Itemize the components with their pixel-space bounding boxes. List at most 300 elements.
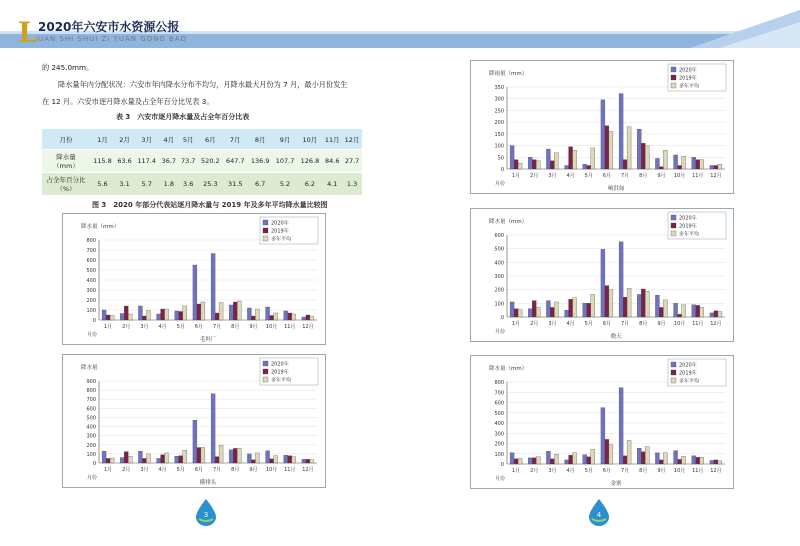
bar bbox=[583, 164, 587, 169]
bar bbox=[674, 451, 678, 464]
x-tick-label: 8月 bbox=[639, 468, 648, 474]
x-tick-label: 7月 bbox=[212, 324, 222, 330]
bar bbox=[106, 315, 110, 320]
x-tick-label: 5月 bbox=[176, 324, 185, 330]
bar bbox=[233, 302, 237, 320]
paragraph-line-1: 的 245.0mm。 bbox=[42, 63, 94, 72]
bar bbox=[655, 295, 659, 317]
bar bbox=[288, 456, 292, 463]
y-tick-label: 700 bbox=[86, 397, 96, 404]
x-tick-label: 9月 bbox=[249, 324, 258, 330]
bar bbox=[157, 314, 161, 320]
table-cell: 3.6 bbox=[179, 173, 198, 196]
bar bbox=[550, 307, 554, 317]
table-row-precip bbox=[42, 150, 362, 173]
bar bbox=[528, 458, 532, 464]
legend-swatch bbox=[671, 75, 676, 80]
bar bbox=[211, 254, 215, 321]
bar bbox=[659, 307, 663, 317]
bar bbox=[601, 408, 605, 464]
y-tick-label: 800 bbox=[86, 388, 96, 395]
x-tick-label: 1月 bbox=[103, 324, 113, 330]
bar bbox=[710, 165, 714, 169]
bar bbox=[306, 459, 310, 463]
legend-swatch bbox=[263, 361, 268, 366]
bar bbox=[306, 315, 310, 320]
station-name: 响洪甸 bbox=[607, 186, 625, 192]
bar bbox=[233, 448, 237, 463]
y-tick-label: 200 bbox=[86, 298, 96, 304]
bar bbox=[565, 310, 569, 317]
bar bbox=[605, 126, 609, 169]
bar bbox=[247, 454, 251, 463]
x-tick-label: 8月 bbox=[231, 324, 240, 330]
bar bbox=[700, 160, 704, 169]
y-tick-label: 100 bbox=[494, 143, 504, 150]
x-tick-label: 6月 bbox=[194, 467, 204, 473]
bar bbox=[175, 456, 179, 463]
x-tick-label: 10月 bbox=[673, 173, 686, 179]
bar bbox=[532, 301, 536, 317]
x-tick-label: 5月 bbox=[584, 173, 593, 179]
y-tick-label: 0 bbox=[500, 462, 504, 468]
x-tick-label: 3月 bbox=[548, 468, 557, 474]
chart-svg-xiaotian bbox=[471, 209, 733, 341]
bar bbox=[532, 458, 536, 464]
bar bbox=[270, 459, 274, 463]
y-tick-label: 600 bbox=[86, 258, 96, 264]
y-tick-label: 700 bbox=[86, 248, 96, 254]
water-drop-icon bbox=[193, 497, 219, 527]
legend-label: 2019年 bbox=[679, 75, 697, 82]
x-axis-unit: 月份 bbox=[495, 476, 506, 482]
bar bbox=[201, 302, 205, 320]
bar bbox=[165, 453, 169, 463]
y-tick-label: 500 bbox=[494, 410, 504, 417]
x-tick-label: 11月 bbox=[284, 467, 296, 473]
bar bbox=[193, 420, 197, 463]
row-label-precip-a: 降水量 bbox=[56, 153, 76, 161]
table-cell: 6.2 bbox=[297, 173, 322, 196]
y-tick-label: 500 bbox=[86, 415, 96, 422]
row-label-percent bbox=[42, 173, 90, 196]
y-tick-label: 500 bbox=[494, 246, 504, 253]
y-tick-label: 150 bbox=[494, 131, 504, 138]
bar bbox=[565, 165, 569, 169]
header-initial: L bbox=[18, 16, 38, 49]
table-cell: 5.7 bbox=[134, 173, 159, 196]
table-cell: 4.1 bbox=[322, 173, 342, 196]
x-tick-label: 10月 bbox=[673, 468, 686, 474]
row-label-percent-b: （%） bbox=[56, 185, 76, 193]
chart-svg-maotanchang bbox=[63, 214, 325, 344]
table-month: 9月 bbox=[273, 129, 298, 150]
table-month: 12月 bbox=[342, 129, 362, 150]
bar bbox=[546, 451, 550, 464]
bar bbox=[514, 160, 518, 169]
bar bbox=[696, 160, 700, 169]
bar bbox=[528, 309, 532, 317]
y-tick-label: 200 bbox=[86, 442, 96, 449]
bar bbox=[573, 298, 577, 317]
legend-swatch bbox=[263, 369, 268, 374]
bar bbox=[211, 394, 215, 463]
bar bbox=[569, 147, 573, 169]
legend-label: 多年平均 bbox=[679, 83, 700, 90]
legend-label: 多年平均 bbox=[271, 377, 292, 384]
bar bbox=[663, 300, 667, 317]
bar bbox=[663, 150, 667, 169]
bar bbox=[142, 458, 146, 463]
y-tick-label: 700 bbox=[494, 390, 504, 397]
legend-swatch bbox=[263, 228, 268, 233]
bar bbox=[237, 301, 241, 320]
header-subtitle: UAN SHI SHUI ZI YUAN GONG BAO bbox=[38, 35, 188, 43]
table-caption: 表 3 六安市逐月降水量及占全年百分比表 bbox=[116, 113, 250, 121]
bar bbox=[591, 449, 595, 464]
chart-maotanchang bbox=[62, 213, 326, 345]
legend-swatch bbox=[671, 231, 676, 236]
y-tick-label: 100 bbox=[86, 308, 96, 314]
table-month: 7月 bbox=[223, 129, 248, 150]
bar bbox=[569, 299, 573, 317]
bar bbox=[696, 305, 700, 317]
x-tick-label: 12月 bbox=[710, 321, 722, 327]
y-tick-label: 900 bbox=[86, 379, 96, 385]
bar bbox=[229, 450, 233, 463]
chart-xiaotian bbox=[470, 208, 734, 342]
y-axis-label: 降水量（mm） bbox=[489, 366, 528, 372]
bar bbox=[587, 165, 591, 169]
bar bbox=[514, 459, 518, 464]
header-title: 2020年六安市水资源公报 bbox=[38, 20, 180, 34]
table-cell: 27.7 bbox=[342, 150, 362, 173]
bar bbox=[528, 157, 532, 169]
y-tick-label: 600 bbox=[494, 400, 504, 407]
bar bbox=[102, 451, 106, 463]
bar bbox=[106, 458, 110, 463]
bar bbox=[138, 451, 142, 463]
bar bbox=[627, 127, 631, 169]
bar bbox=[674, 303, 678, 317]
bar bbox=[601, 249, 605, 317]
bar bbox=[120, 314, 124, 321]
bar bbox=[609, 132, 613, 169]
legend-swatch bbox=[671, 378, 676, 383]
bar bbox=[692, 157, 696, 169]
bar bbox=[591, 294, 595, 317]
bar bbox=[247, 308, 251, 320]
bar bbox=[197, 448, 201, 463]
x-tick-label: 5月 bbox=[584, 321, 593, 327]
y-tick-label: 100 bbox=[86, 451, 96, 458]
x-tick-label: 2月 bbox=[530, 321, 539, 327]
bar bbox=[609, 290, 613, 317]
bar bbox=[619, 242, 623, 317]
bar bbox=[550, 161, 554, 169]
figure-caption: 图 3 2020 年部分代表站逐月降水量与 2019 年及多年平均降水量比较图 bbox=[92, 201, 328, 209]
monthly-precip-table bbox=[42, 128, 362, 195]
bar bbox=[310, 317, 314, 321]
table-cell: 3.1 bbox=[115, 173, 134, 196]
legend-swatch bbox=[263, 236, 268, 241]
x-tick-label: 6月 bbox=[602, 321, 612, 327]
bar bbox=[605, 439, 609, 464]
y-tick-label: 250 bbox=[494, 108, 504, 115]
bar bbox=[700, 457, 704, 464]
bar bbox=[518, 309, 522, 317]
legend-swatch bbox=[671, 362, 676, 367]
y-tick-label: 300 bbox=[86, 288, 96, 294]
bar bbox=[310, 460, 314, 463]
bar bbox=[554, 153, 558, 169]
bar bbox=[146, 454, 150, 463]
table-cell: 115.8 bbox=[90, 150, 115, 173]
x-tick-label: 1月 bbox=[103, 467, 113, 473]
bar bbox=[215, 457, 219, 463]
x-tick-label: 11月 bbox=[692, 468, 704, 474]
bar bbox=[591, 148, 595, 169]
station-name: 横排头 bbox=[199, 480, 217, 486]
legend-label: 2020年 bbox=[679, 215, 697, 222]
page-number-left: 3 bbox=[203, 511, 209, 519]
legend-label: 2020年 bbox=[679, 362, 697, 369]
bar bbox=[550, 459, 554, 464]
y-tick-label: 300 bbox=[494, 96, 504, 103]
bar bbox=[645, 146, 649, 169]
bar bbox=[274, 456, 278, 463]
bar bbox=[251, 460, 255, 463]
bar bbox=[514, 309, 518, 317]
y-tick-label: 300 bbox=[86, 433, 96, 440]
x-tick-label: 7月 bbox=[620, 468, 630, 474]
bar bbox=[718, 164, 722, 169]
chart-svg-jinzhai bbox=[471, 356, 733, 488]
legend-swatch bbox=[671, 223, 676, 228]
bar bbox=[532, 160, 536, 169]
bar bbox=[120, 458, 124, 463]
bar bbox=[284, 455, 288, 463]
bar bbox=[183, 306, 187, 320]
bar bbox=[641, 289, 645, 317]
bar bbox=[605, 286, 609, 317]
bar bbox=[678, 165, 682, 169]
bar bbox=[128, 314, 132, 320]
water-drop-icon bbox=[586, 497, 612, 527]
table-month: 5月 bbox=[179, 129, 198, 150]
bar bbox=[565, 460, 569, 464]
bar bbox=[110, 316, 114, 321]
legend-swatch bbox=[263, 377, 268, 382]
bar bbox=[663, 453, 667, 464]
paragraph-line-2: 降水量年内分配状况：六安市年内降水分布不均匀，月降水最大月份为 7 月，最小月份发生 bbox=[58, 80, 348, 89]
bar bbox=[255, 453, 259, 463]
bar bbox=[219, 445, 223, 463]
x-tick-label: 4月 bbox=[158, 467, 167, 473]
bar bbox=[201, 448, 205, 463]
y-tick-label: 200 bbox=[494, 120, 504, 127]
bar bbox=[692, 305, 696, 317]
bar bbox=[546, 301, 550, 317]
table-cell: 1.8 bbox=[159, 173, 178, 196]
bar bbox=[678, 314, 682, 317]
x-tick-label: 9月 bbox=[657, 468, 666, 474]
y-tick-label: 300 bbox=[494, 431, 504, 438]
bar bbox=[583, 303, 587, 317]
bar bbox=[179, 312, 183, 321]
bar bbox=[714, 460, 718, 464]
bar bbox=[157, 458, 161, 463]
x-tick-label: 6月 bbox=[194, 324, 204, 330]
table-cell: 5.2 bbox=[273, 173, 298, 196]
x-tick-label: 12月 bbox=[302, 324, 314, 330]
table-cell: 1.3 bbox=[342, 173, 362, 196]
y-tick-label: 500 bbox=[86, 268, 96, 274]
x-tick-label: 2月 bbox=[530, 173, 539, 179]
bar bbox=[146, 311, 150, 321]
bar bbox=[627, 288, 631, 317]
legend-swatch bbox=[671, 215, 676, 220]
legend-swatch bbox=[263, 220, 268, 225]
x-tick-label: 1月 bbox=[511, 321, 521, 327]
bar bbox=[601, 100, 605, 169]
table-row-percent bbox=[42, 173, 362, 196]
x-tick-label: 5月 bbox=[176, 467, 185, 473]
y-tick-label: 0 bbox=[92, 461, 96, 467]
table-cell: 84.6 bbox=[322, 150, 342, 173]
bar bbox=[102, 310, 106, 320]
table-cell: 520.2 bbox=[198, 150, 223, 173]
x-tick-label: 4月 bbox=[566, 173, 575, 179]
y-tick-label: 600 bbox=[494, 233, 504, 239]
bar bbox=[179, 456, 183, 463]
table-cell: 63.6 bbox=[115, 150, 134, 173]
x-tick-label: 12月 bbox=[710, 468, 722, 474]
bar bbox=[197, 304, 201, 320]
bar bbox=[659, 167, 663, 169]
table-cell: 126.8 bbox=[297, 150, 322, 173]
table-month: 8月 bbox=[248, 129, 273, 150]
table-month: 1月 bbox=[90, 129, 115, 150]
chart-hengpaitou bbox=[62, 354, 326, 488]
x-tick-label: 1月 bbox=[511, 173, 521, 179]
x-tick-label: 11月 bbox=[692, 321, 704, 327]
bar bbox=[587, 457, 591, 464]
bar bbox=[292, 457, 296, 463]
bar bbox=[215, 313, 219, 320]
x-tick-label: 3月 bbox=[140, 467, 149, 473]
y-axis-label: 降雨量（mm） bbox=[489, 71, 528, 77]
bar bbox=[536, 307, 540, 317]
bar bbox=[510, 453, 514, 464]
y-tick-label: 0 bbox=[500, 167, 504, 173]
row-label-precip bbox=[42, 150, 90, 173]
bar bbox=[583, 455, 587, 464]
bar bbox=[637, 448, 641, 464]
x-tick-label: 5月 bbox=[584, 468, 593, 474]
table-month: 10月 bbox=[297, 129, 322, 150]
bar bbox=[619, 388, 623, 464]
legend-swatch bbox=[671, 83, 676, 88]
x-axis-unit: 月份 bbox=[87, 332, 98, 338]
paragraph-line-3: 在 12 月。六安市逐月降水量及占全年百分比见表 3。 bbox=[42, 97, 214, 106]
x-tick-label: 3月 bbox=[548, 321, 557, 327]
bar bbox=[183, 450, 187, 463]
x-tick-label: 12月 bbox=[710, 173, 722, 179]
bar bbox=[161, 455, 165, 463]
x-tick-label: 2月 bbox=[530, 468, 539, 474]
x-tick-label: 3月 bbox=[140, 324, 149, 330]
table-cell: 31.5 bbox=[223, 173, 248, 196]
bar bbox=[266, 307, 270, 320]
x-tick-label: 8月 bbox=[639, 321, 648, 327]
y-tick-label: 800 bbox=[494, 380, 504, 386]
bar bbox=[718, 461, 722, 464]
x-tick-label: 9月 bbox=[657, 173, 666, 179]
bar bbox=[518, 163, 522, 169]
bar bbox=[637, 294, 641, 317]
y-tick-label: 400 bbox=[86, 424, 96, 431]
y-tick-label: 400 bbox=[86, 278, 96, 284]
station-name: 金寨 bbox=[610, 481, 622, 487]
bar bbox=[645, 447, 649, 464]
bar bbox=[710, 313, 714, 317]
bar bbox=[219, 303, 223, 321]
y-tick-label: 200 bbox=[494, 287, 504, 294]
bar bbox=[623, 160, 627, 169]
legend-label: 2020年 bbox=[271, 361, 289, 368]
x-tick-label: 4月 bbox=[158, 324, 167, 330]
table-cell: 36.7 bbox=[159, 150, 178, 173]
bar bbox=[229, 305, 233, 320]
bar bbox=[682, 305, 686, 317]
bar bbox=[284, 311, 288, 320]
table-cell: 107.7 bbox=[273, 150, 298, 173]
legend-swatch bbox=[671, 67, 676, 72]
row-label-precip-b: （mm） bbox=[53, 162, 79, 170]
bar bbox=[302, 317, 306, 320]
x-tick-label: 9月 bbox=[657, 321, 666, 327]
chart-jinzhai bbox=[470, 355, 734, 489]
bar bbox=[518, 458, 522, 464]
table-header-row bbox=[42, 129, 362, 150]
y-tick-label: 600 bbox=[86, 406, 96, 413]
bar bbox=[637, 129, 641, 169]
bar bbox=[165, 309, 169, 320]
y-tick-label: 800 bbox=[86, 238, 96, 244]
bar bbox=[674, 155, 678, 169]
bar bbox=[627, 440, 631, 464]
bar bbox=[292, 314, 296, 320]
bar bbox=[536, 457, 540, 464]
bar bbox=[255, 309, 259, 320]
bar bbox=[510, 146, 514, 169]
x-tick-label: 11月 bbox=[692, 173, 704, 179]
bar bbox=[710, 460, 714, 464]
table-month: 3月 bbox=[134, 129, 159, 150]
x-tick-label: 7月 bbox=[212, 467, 222, 473]
bar bbox=[682, 456, 686, 464]
bar bbox=[546, 149, 550, 169]
y-tick-label: 400 bbox=[494, 260, 504, 267]
bar bbox=[623, 456, 627, 464]
y-tick-label: 350 bbox=[494, 85, 504, 91]
bar bbox=[682, 156, 686, 169]
page-number-right: 4 bbox=[596, 511, 602, 519]
x-tick-label: 1月 bbox=[511, 468, 521, 474]
bar bbox=[714, 165, 718, 169]
y-tick-label: 200 bbox=[494, 441, 504, 448]
